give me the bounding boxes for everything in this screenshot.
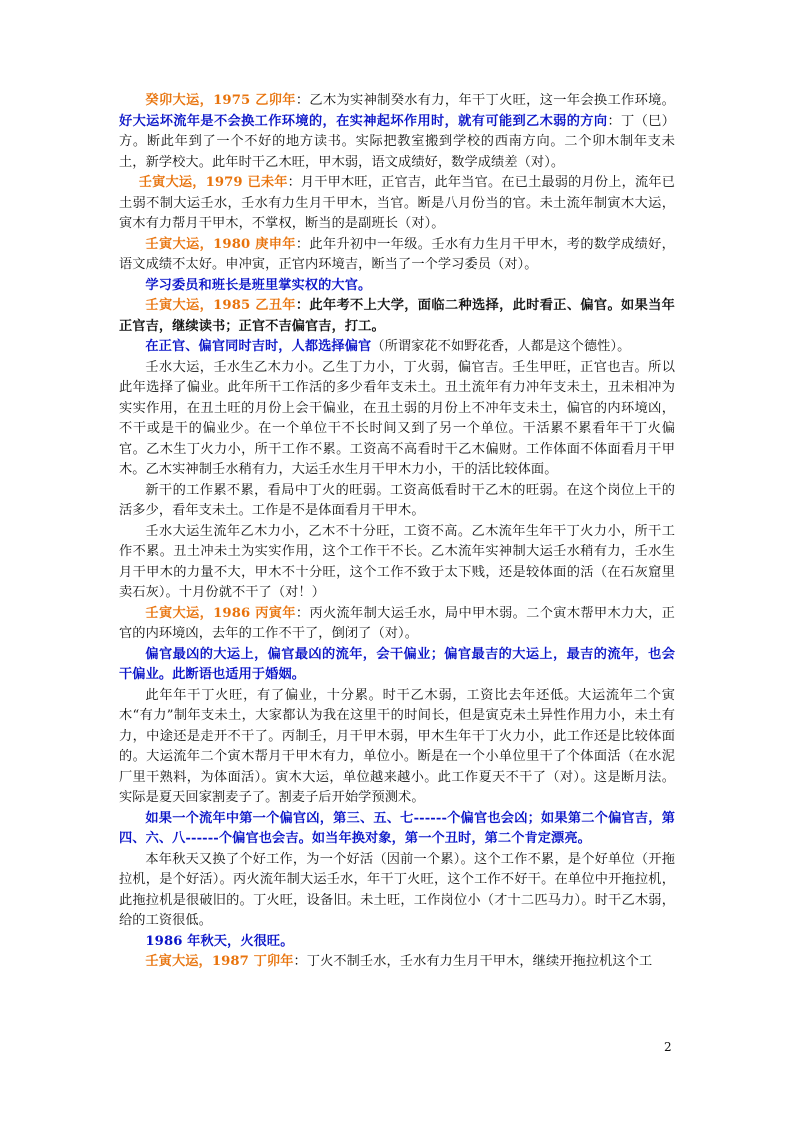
paragraph	[119, 481, 675, 522]
paragraph	[119, 296, 675, 337]
emphasis-run: 偏官最凶的大运上，偏官最凶的流年，会干偏业；偏官最吉的大运上，最吉的流年，也会干偏业。此断语也适用于婚姻。	[119, 646, 675, 682]
paragraph	[119, 337, 675, 358]
paragraph	[119, 645, 675, 686]
paragraph	[119, 173, 675, 235]
page-number: 2	[664, 1040, 672, 1054]
paragraph	[119, 235, 675, 276]
text-run: 此年年干丁火旺，有了偏业，十分累。时干乙木弱，工资比去年还低。大运流年二个寅木“有力”制年支未土，大家都认为我在这里干的时间长，但是寅克未土异性作用力小，未土有力，中途还是走开不干了。丙制壬，月干甲木弱，甲木生年干丁火力小，此工作还是比较体面的。大运流年二个寅木帮月干甲木有力，单位小。断是在一个小单位里干了个体面活（在水泥厂里干熟料，为体面活）。寅木大运，单位越来越小。此工作夏天不干了（对）。这是断月法。实际是夏天回家割麦子了。割麦子后开始学预测术。	[119, 687, 675, 805]
paragraph	[119, 91, 675, 173]
paragraph	[119, 686, 675, 809]
text-run: 壬水大运，壬水生乙木力小。乙生丁力小，丁火弱，偏官吉。壬生甲旺，正官也吉。所以此年选择了偏业。此年所干工作活的多少看年支未土。丑土流年有力冲年支未土，丑未相冲为实实作用，在丑土旺的月份上会干偏业，在丑土弱的月份上不冲年支未土，偏官的内环境凶，不干或是干的偏业少。在一个单位干不长时间又到了另一个单位。干活累不累看年干丁火偏官。乙木生丁火力小，所干工作不累。工资高不高看时干乙木偏财。工作体面不体面看月干甲木。乙木实神制壬水稍有力，大运壬水生月干甲木力小，干的活比较体面。	[119, 359, 675, 477]
emphasis-run: 1986 年秋天，火很旺。	[145, 933, 294, 949]
emphasis-run: 好大运坏流年是不会换工作环境的，在实神起坏作用时，就有可能到乙木弱的方向	[119, 113, 608, 129]
paragraph	[119, 358, 675, 481]
paragraph	[119, 952, 675, 973]
heading-run: 壬寅大运，1980 庚申年	[145, 236, 296, 252]
emphasis-run: 学习委员和班长是班里掌实权的大官。	[145, 277, 372, 293]
text-run: ：丁（巳）方。断此年到了一个不好的地方读书。实际把教室搬到学校的西南方向。二个卯木制年支未土，新学校大。此年时干乙木旺，甲木弱，语文成绩好，数学成绩差（对）。	[119, 113, 675, 170]
text-run: ：丙火流年制大运壬水，局中甲木弱。二个寅木帮甲木力大，正官的内环境凶，去年的工作不干了，倒闭了（对）。	[119, 605, 675, 641]
text-run: 壬水大运生流年乙木力小，乙木不十分旺，工资不高。乙木流年生年干丁火力小，所干工作不累。丑土冲未土为实实作用，这个工作干不长。乙木流年实神制大运壬水稍有力，壬水生月干甲木的力量不大，甲木不十分旺，这个工作不致于太下贱，还是较体面的活（在石灰窟里卖石灰）。十月份就不干了（对！）	[119, 523, 675, 600]
heading-run: 壬寅大运，1987 丁卯年	[145, 954, 294, 969]
paragraph	[119, 604, 675, 645]
text-run: 本年秋天又换了个好工作，为一个好活（因前一个累）。这个工作不累，是个好单位（开拖拉机，是个好活）。丙火流年制大运壬水，年干丁火旺，这个工作不好干。在单位中开拖拉机，此拖拉机是很破旧的。丁火旺，设备旧。未土旺，工作岗位小（才十二匹马力）。时干乙木弱，给的工资很低。	[119, 851, 675, 928]
text-run: 新干的工作累不累，看局中丁火的旺弱。工资高低看时干乙木的旺弱。在这个岗位上干的活多少，看年支未土。工作是不是体面看月干甲木。	[119, 482, 675, 518]
text-run: ：丁火不制壬水，壬水有力生月干甲木，继续开拖拉机这个工	[293, 954, 653, 969]
heading-run: 癸卯大运，1975 乙卯年	[145, 93, 296, 108]
paragraph	[119, 522, 675, 604]
text-run: ：此年升初中一年级。壬水有力生月干甲木，考的数学成绩好，语文成绩不太好。申冲寅，正官内环境吉，断当了一个学习委员（对）。	[119, 236, 675, 272]
text-run: ：此年考不上大学，面临二种选择，此时看正、偏官。如果当年正官吉，继续读书；正官不吉偏官吉，打工。	[119, 298, 675, 334]
heading-run: 壬寅大运，1986 丙寅年	[145, 605, 296, 621]
heading-run: 壬寅大运，1979 已未年	[138, 175, 288, 190]
emphasis-run: 在正官、偏官同时吉时，人都选择偏官	[145, 339, 372, 354]
text-run: ：月干甲木旺，正官吉，此年当官。在已土最弱的月份上，流年已土弱不制大运壬水，壬水有力生月干甲木，当官。断是八月份当的官。未土流年制寅木大运，寅木有力帮月干甲木，不掌权，断当的是副班长（对）。	[119, 175, 675, 231]
paragraph	[119, 850, 675, 932]
paragraph	[119, 809, 675, 850]
emphasis-run: 如果一个流年中第一个偏官凶，第三、五、七------个偏官也会凶；如果第二个偏官吉，第四、六、八------个偏官也会吉。如当年换对象，第一个丑时，第二个肯定漂亮。	[119, 810, 675, 846]
document-body	[119, 91, 675, 973]
paragraph	[119, 276, 675, 297]
paragraph	[119, 932, 675, 953]
heading-run: 壬寅大运，1985 乙丑年	[145, 298, 296, 313]
text-run: ：乙木为实神制癸水有力，年干丁火旺，这一年会换工作环境。	[295, 93, 675, 108]
text-run: （所谓家花不如野花香，人都是这个德性）。	[371, 339, 631, 354]
